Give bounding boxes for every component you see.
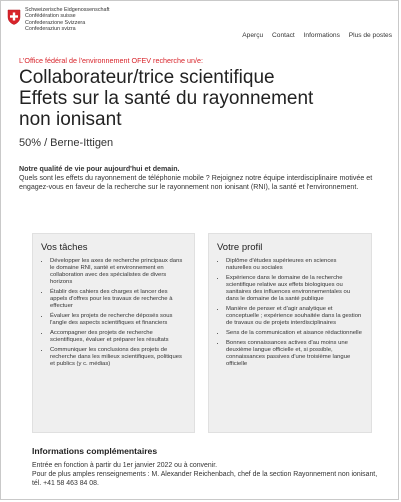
job-title-line: non ionisant: [19, 109, 122, 130]
top-navigation: [235, 32, 392, 39]
nav-link-contact[interactable]: Contact: [272, 32, 295, 39]
org-line-de: Schweizerische Eidgenossenschaft: [25, 7, 110, 13]
job-intro: [19, 165, 385, 193]
intro-heading: Notre qualité de vie pour aujourd'hui et demain.: [19, 165, 180, 173]
list-item: • Développer les axes de recherche principaux dans le domaine RNI, santé et environnement en collaboration avec des spécialistes de divers horizons: [50, 258, 186, 286]
profile-list: [217, 258, 363, 367]
info-start-date: Entrée en fonction à partir du 1er janvier 2022 ou à convenir.: [32, 462, 218, 469]
nav-link-apercu[interactable]: Aperçu: [242, 32, 264, 39]
list-item: • Bonnes connaissances actives d'au moins une deuxième langue officielle et, si possible, connaissances passives d'une troisième langue officielle: [226, 340, 363, 368]
profile-box: [208, 233, 372, 433]
nav-link-informations[interactable]: Informations: [303, 32, 340, 39]
site-header: [1, 1, 399, 49]
org-line-rm: Confederaziun svizra: [25, 25, 76, 32]
nav-link-plus-de-postes[interactable]: Plus de postes: [348, 32, 392, 39]
info-heading: Informations complémentaires: [32, 446, 158, 456]
additional-info: [32, 446, 382, 488]
list-item: • Communiquer les conclusions des projets de recherche dans les milieux scientifiques, politiques et publics (y c. médias): [50, 347, 186, 368]
tasks-list: [41, 258, 186, 367]
job-title-line: Effets sur la santé du rayonnement: [19, 88, 314, 109]
tasks-heading: Vos tâches: [41, 242, 88, 253]
tasks-box: [32, 233, 195, 433]
organisation-name: [25, 7, 110, 32]
list-item: • Sens de la communication et aisance rédactionnelle: [226, 330, 363, 337]
list-item: • Expérience dans le domaine de la recherche scientifique relative aux effets biologiques ou sanitaires des influences environnementales ou dans le domaine de la santé publique: [226, 275, 363, 303]
list-item: • Accompagner des projets de recherche scientifiques, évaluer et préparer les résultats: [50, 330, 186, 344]
list-item: • Établir des cahiers des charges et lancer des appels d'offres pour les travaux de recherche à effectuer: [50, 289, 186, 310]
swiss-coat-of-arms-icon: [7, 9, 21, 25]
org-line-it: Confederazione Svizzera: [25, 19, 86, 26]
org-line-fr: Confédération suisse: [25, 13, 76, 20]
list-item: • Manière de penser et d'agir analytique et conceptuelle ; expérience souhaitée dans la gestion de travaux ou de projets interdisciplinaires: [226, 306, 363, 327]
info-contact: Pour de plus amples renseignements : M. Alexander Reichenbach, chef de la section Rayonnement non ionisant, tél. +41 58 463 84 08.: [32, 471, 378, 487]
job-content: [19, 56, 385, 193]
job-subtitle: 50% / Berne-Ittigen: [19, 137, 114, 149]
details-boxes: [32, 233, 372, 433]
list-item: • Diplôme d'études supérieures en sciences naturelles ou sociales: [226, 258, 363, 272]
job-pretitle: L'Office fédéral de l'environnement OFEV recherche un/e:: [19, 56, 203, 65]
profile-heading: Votre profil: [217, 242, 263, 253]
job-title: [19, 67, 385, 130]
intro-text: Quels sont les effets du rayonnement de téléphonie mobile ? Rejoignez notre équipe interdisciplinaire motivée et engagez-vous en faveur de la recherche sur le rayonnement non ionisant (RNI), la santé et l'environnement.: [19, 174, 373, 192]
job-title-line: Collaborateur/trice scientifique: [19, 67, 275, 88]
list-item: • Évaluer les projets de recherche déposés sous l'angle des aspects scientifiques et financiers: [50, 313, 186, 327]
